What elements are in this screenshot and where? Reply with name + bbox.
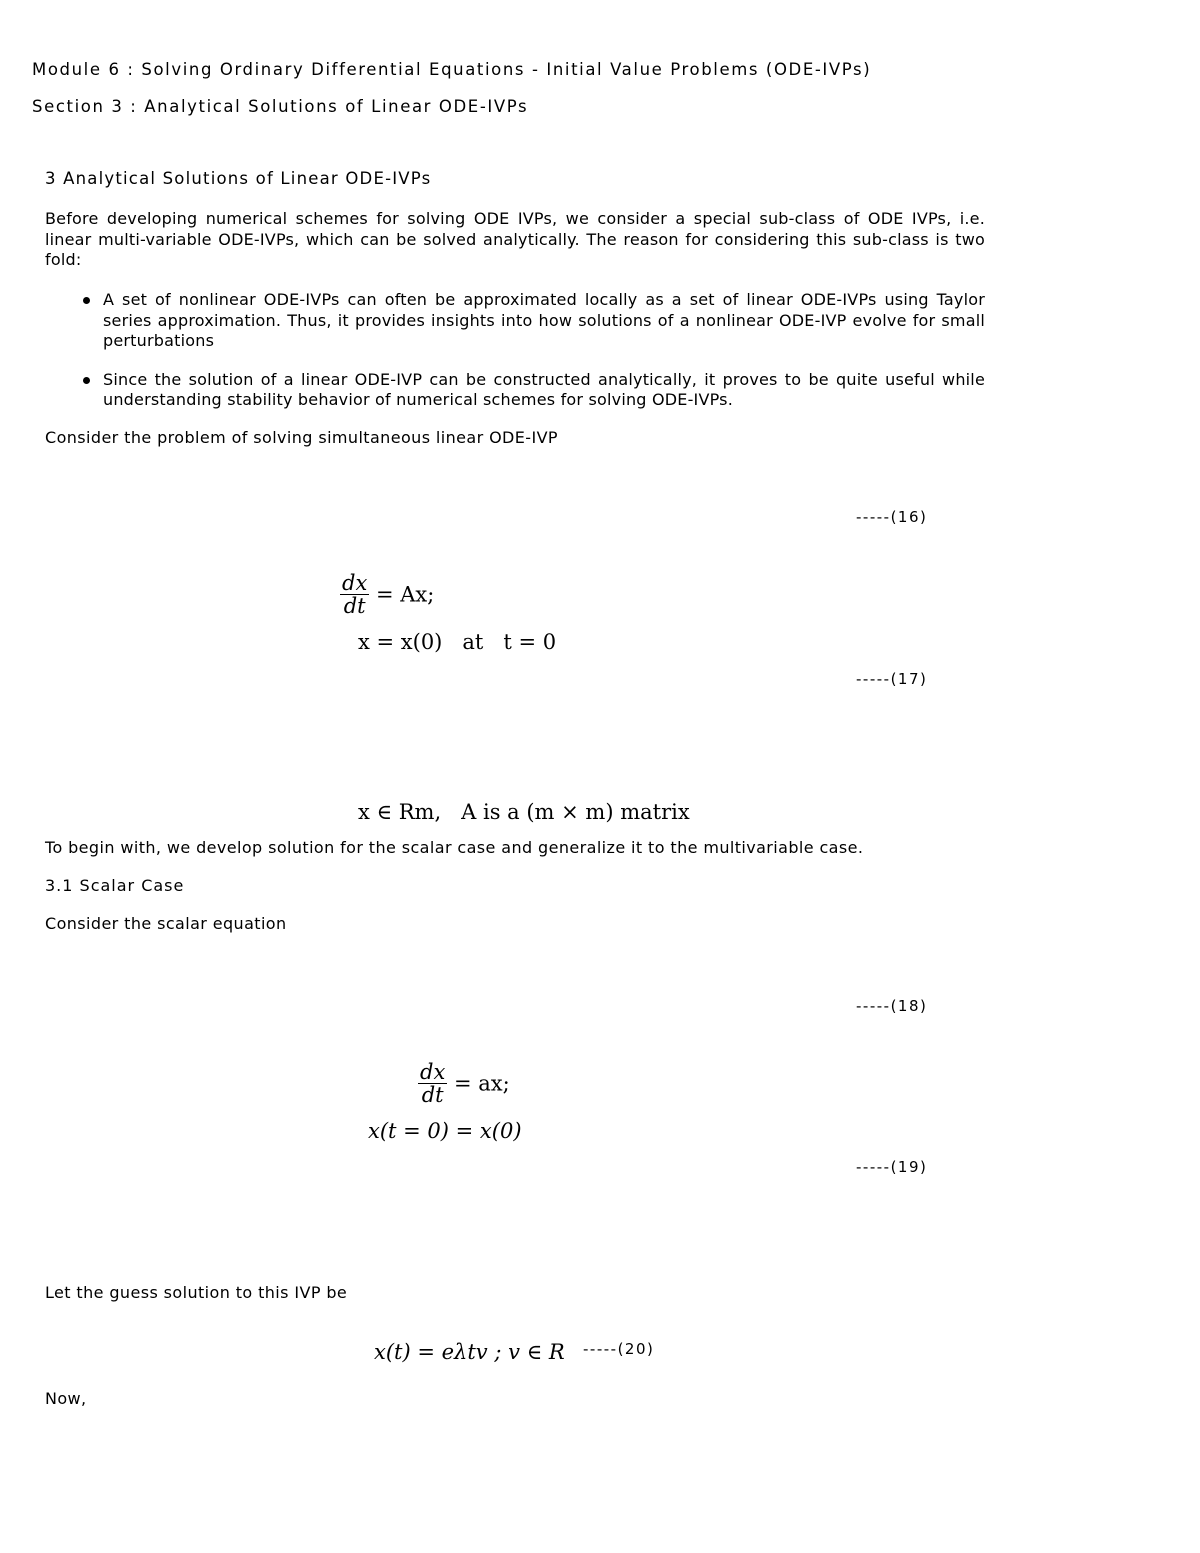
intro-paragraph: Before developing numerical schemes for solving ODE IVPs, we consider a special sub-class of ODE IVPs, i.e. linear multi-variable ODE-IVPs, which can be solved analytically. The reason for considering this sub-class is two fold: (45, 209, 985, 269)
consider-linear-text: Consider the problem of solving simultaneous linear ODE-IVP (45, 428, 558, 447)
guess-text: x(t) = eλtv ; v ∈ R (374, 1340, 565, 1364)
bullet-icon (83, 297, 90, 304)
reason-list (45, 290, 985, 411)
bullet-icon (83, 377, 90, 384)
fraction-numerator: dx (342, 571, 368, 595)
section-header: Section 3 : Analytical Solutions of Linear ODE-IVPs (32, 97, 529, 116)
scalar-ode-rhs: = ax; (453, 1071, 510, 1096)
scalar-ic-text: x(t = 0) = x(0) (368, 1119, 522, 1143)
vector-initial-condition (358, 630, 556, 654)
equation-number-19: -----(19) (856, 1158, 928, 1176)
vector-ode-rhs: = Ax; (375, 582, 435, 607)
equation-number-20: -----(20) (583, 1340, 655, 1358)
equation-number-16: -----(16) (856, 508, 928, 526)
consider-scalar-text: Consider the scalar equation (45, 914, 287, 933)
vector-ode (340, 572, 434, 617)
guess-solution (374, 1340, 565, 1364)
section-title: 3 Analytical Solutions of Linear ODE-IVPs (45, 169, 432, 188)
scalar-initial-condition (368, 1119, 522, 1143)
vector-ic-text: x = x(0) at t = 0 (358, 630, 557, 654)
domain-statement (358, 800, 690, 824)
bullet-text: Since the solution of a linear ODE-IVP can be constructed analytically, it proves to be quite useful while understanding stability behavior of numerical schemes for solving ODE-IVPs. (103, 369, 985, 409)
domain-text: x ∈ Rm, A is a (m × m) matrix (358, 800, 690, 824)
scalar-ode (418, 1061, 510, 1106)
fraction-denominator: dt (421, 1083, 444, 1107)
list-item (45, 290, 985, 352)
bullet-text: A set of nonlinear ODE-IVPs can often be approximated locally as a set of linear ODE-IVPs using Taylor series approximation. Thus, it provides insights into how solutions of a nonlinear ODE-IVP evolve for small perturbations (103, 290, 985, 350)
to-begin-text: To begin with, we develop solution for the scalar case and generalize it to the multivariable case. (45, 838, 864, 857)
list-item (45, 370, 985, 411)
fraction-numerator: dx (420, 1060, 446, 1084)
subsection-title: 3.1 Scalar Case (45, 876, 185, 895)
fraction-denominator: dt (343, 594, 366, 618)
equation-number-17: -----(17) (856, 670, 928, 688)
now-text: Now, (45, 1389, 87, 1408)
module-header: Module 6 : Solving Ordinary Differential Equations - Initial Value Problems (ODE-IVPs) (32, 60, 872, 79)
equation-number-18: -----(18) (856, 997, 928, 1015)
derivative-fraction (340, 572, 369, 617)
guess-intro-text: Let the guess solution to this IVP be (45, 1283, 348, 1302)
derivative-fraction (418, 1061, 447, 1106)
